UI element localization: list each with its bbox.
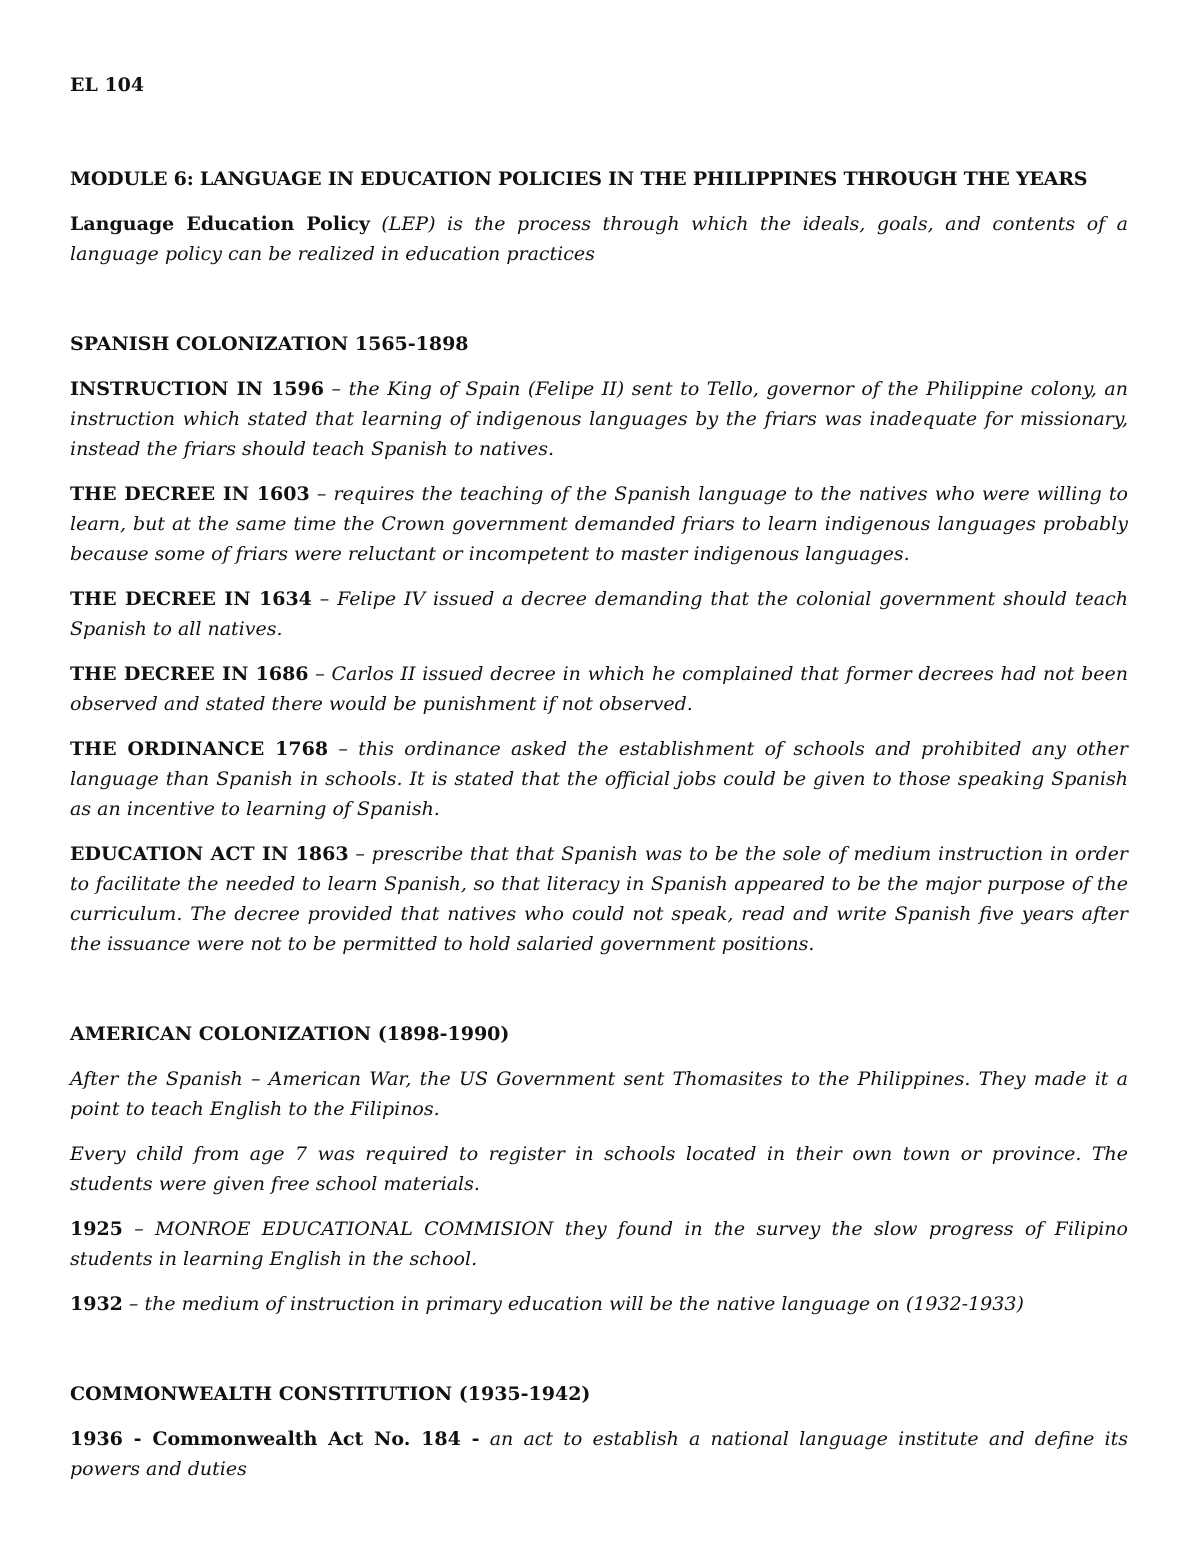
entry-text: requires the teaching of the Spanish language to the natives who were willing to learn, but at the same time the Crown government demanded friars to learn indigenous languages probably because some of friars were reluctant or incompetent to master indigenous languages. [70, 483, 1128, 565]
entry-separator: – [308, 663, 332, 685]
entry-separator: – [323, 378, 349, 400]
course-code: EL 104 [70, 74, 145, 96]
policy-entry [70, 1424, 1128, 1484]
entry-label: THE DECREE IN 1603 [70, 483, 310, 505]
entry-text: an act to establish a national language institute and define its powers and duties [70, 1428, 1128, 1480]
policy-entry [70, 584, 1128, 644]
policy-entry [70, 659, 1128, 719]
policy-entry [70, 374, 1128, 464]
entry-label: INSTRUCTION IN 1596 [70, 378, 324, 400]
policy-entry [70, 839, 1128, 959]
entry-label: 1936 - Commonwealth Act No. 184 - [70, 1428, 480, 1450]
entry-label: THE DECREE IN 1686 [70, 663, 309, 685]
entry-label: 1932 [70, 1293, 123, 1315]
entry-separator: – [348, 843, 372, 865]
policy-entry [70, 734, 1128, 824]
entry-label: 1925 [70, 1218, 123, 1240]
entry-label: THE DECREE IN 1634 [70, 588, 312, 610]
entry-text: Felipe IV issued a decree demanding that the colonial government should teach Spanish to all natives. [70, 588, 1128, 640]
entry-text: this ordinance asked the establishment of schools and prohibited any other language than Spanish in schools. It is stated that the official jobs could be given to those speaking Spanish as an incentive to learning of Spanish. [70, 738, 1128, 820]
policy-entry [70, 1214, 1128, 1274]
entry-text: prescribe that that Spanish was to be the sole of medium instruction in order to facilitate the needed to learn Spanish, so that literacy in Spanish appeared to be the major purpose of the curriculum. The decree provided that natives who could not speak, read and write Spanish five years after the issuance were not to be permitted to hold salaried government positions. [70, 843, 1129, 955]
entry-text: the medium of instruction in primary education will be the native language on (1932-1933) [144, 1293, 1024, 1315]
section-heading-spanish: SPANISH COLONIZATION 1565-1898 [70, 333, 469, 355]
policy-entry [70, 1289, 1128, 1319]
entry-separator: – [122, 1218, 156, 1240]
document-body [70, 164, 1128, 1499]
definition-term: Language Education Policy [70, 213, 370, 235]
definition-paragraph [70, 209, 1128, 269]
entry-separator [479, 1428, 489, 1450]
entry-label: THE ORDINANCE 1768 [70, 738, 329, 760]
policy-entry [70, 479, 1128, 569]
entry-text: Carlos II issued decree in which he complained that former decrees had not been observed and stated there would be punishment if not observed. [70, 663, 1128, 715]
entry-text: MONROE EDUCATIONAL COMMISION they found in the survey the slow progress of Filipino students in learning English in the school. [70, 1218, 1128, 1270]
entry-label: EDUCATION ACT IN 1863 [70, 843, 349, 865]
entry-separator: – [309, 483, 334, 505]
entry-separator: – [311, 588, 338, 610]
module-title: MODULE 6: LANGUAGE IN EDUCATION POLICIES IN THE PHILIPPINES THROUGH THE YEARS [70, 168, 1088, 190]
entry-separator: – [122, 1293, 145, 1315]
entry-separator: – [328, 738, 359, 760]
section-heading-american: AMERICAN COLONIZATION (1898-1990) [70, 1023, 510, 1045]
american-paragraph: After the Spanish – American War, the US Government sent Thomasites to the Philippines. They made it a point to teach English to the Filipinos. [70, 1068, 1128, 1120]
entry-text: the King of Spain (Felipe II) sent to Tello, governor of the Philippine colony, an instruction which stated that learning of indigenous languages by the friars was inadequate for missionary, instead the friars should teach Spanish to natives. [70, 378, 1128, 460]
american-paragraph: Every child from age 7 was required to register in schools located in their own town or province. The students were given free school materials. [70, 1143, 1128, 1195]
section-heading-commonwealth: COMMONWEALTH CONSTITUTION (1935-1942) [70, 1383, 591, 1405]
definition-text: (LEP) is the process through which the ideals, goals, and contents of a language policy can be realized in education practices [70, 213, 1128, 265]
